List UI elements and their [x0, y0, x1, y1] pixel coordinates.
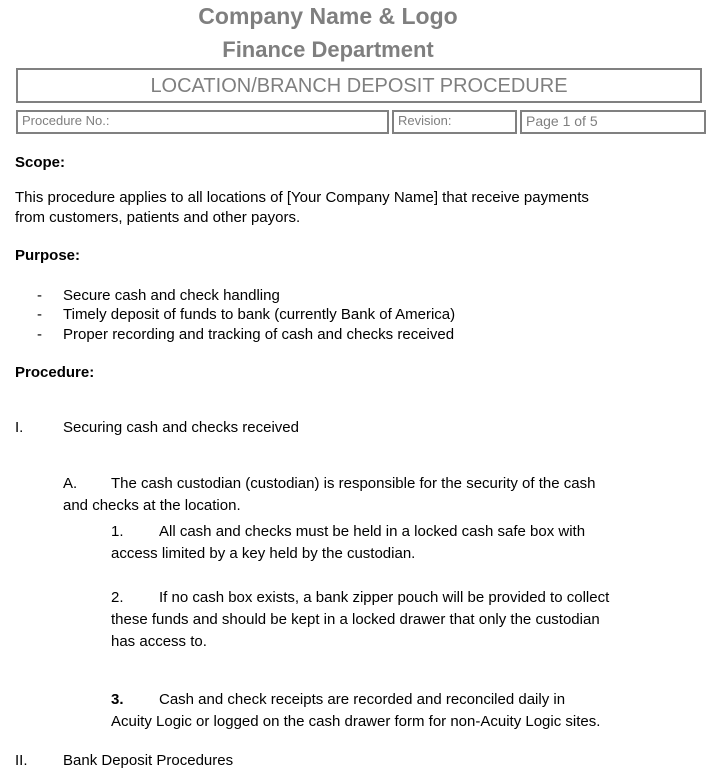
section-1-marker: I.	[15, 419, 24, 436]
item-1-line-1: All cash and checks must be held in a locked cash safe box with	[159, 523, 586, 540]
scope-line-2: from customers, patients and other payors.	[15, 209, 301, 226]
scope-heading: Scope:	[15, 154, 66, 171]
bullet-dash: -	[37, 306, 42, 323]
item-3-marker: 3.	[111, 691, 124, 708]
section-2-marker: II.	[15, 752, 28, 769]
sub-a-line-2: and checks at the location.	[63, 497, 241, 514]
section-1-title: Securing cash and checks received	[63, 419, 299, 436]
item-1-marker: 1.	[111, 523, 124, 540]
scope-line-1: This procedure applies to all locations of [Your Company Name] that receive payments	[15, 189, 589, 206]
sub-a-marker: A.	[63, 475, 78, 492]
revision-field: Revision:	[392, 110, 517, 134]
item-2-line-3: has access to.	[111, 633, 207, 650]
section-2-title: Bank Deposit Procedures	[63, 752, 234, 769]
purpose-heading: Purpose:	[15, 247, 81, 264]
item-2-marker: 2.	[111, 589, 124, 606]
procedure-heading: Procedure:	[15, 364, 95, 381]
item-3-line-1: Cash and check receipts are recorded and reconciled daily in	[159, 691, 566, 708]
item-2-line-2: these funds and should be kept in a locked drawer that only the custodian	[111, 611, 600, 628]
department-name: Finance Department	[222, 37, 434, 62]
purpose-item-3: Proper recording and tracking of cash and checks received	[63, 326, 455, 343]
company-name-logo: Company Name & Logo	[198, 3, 458, 29]
procedure-number-field: Procedure No.:	[16, 110, 389, 134]
bullet-dash: -	[37, 287, 42, 304]
bullet-dash: -	[37, 326, 42, 343]
purpose-item-1: Secure cash and check handling	[63, 287, 280, 304]
document-title: LOCATION/BRANCH DEPOSIT PROCEDURE	[16, 68, 702, 103]
purpose-item-2: Timely deposit of funds to bank (currently Bank of America)	[63, 306, 456, 323]
sub-a-line-1: The cash custodian (custodian) is responsible for the security of the cash	[111, 475, 596, 492]
item-1-line-2: access limited by a key held by the custodian.	[111, 545, 416, 562]
item-3-line-2: Acuity Logic or logged on the cash drawer form for non-Acuity Logic sites.	[111, 713, 601, 730]
item-2-line-1: If no cash box exists, a bank zipper pouch will be provided to collect	[159, 589, 610, 606]
page-number-field: Page 1 of 5	[520, 110, 706, 134]
